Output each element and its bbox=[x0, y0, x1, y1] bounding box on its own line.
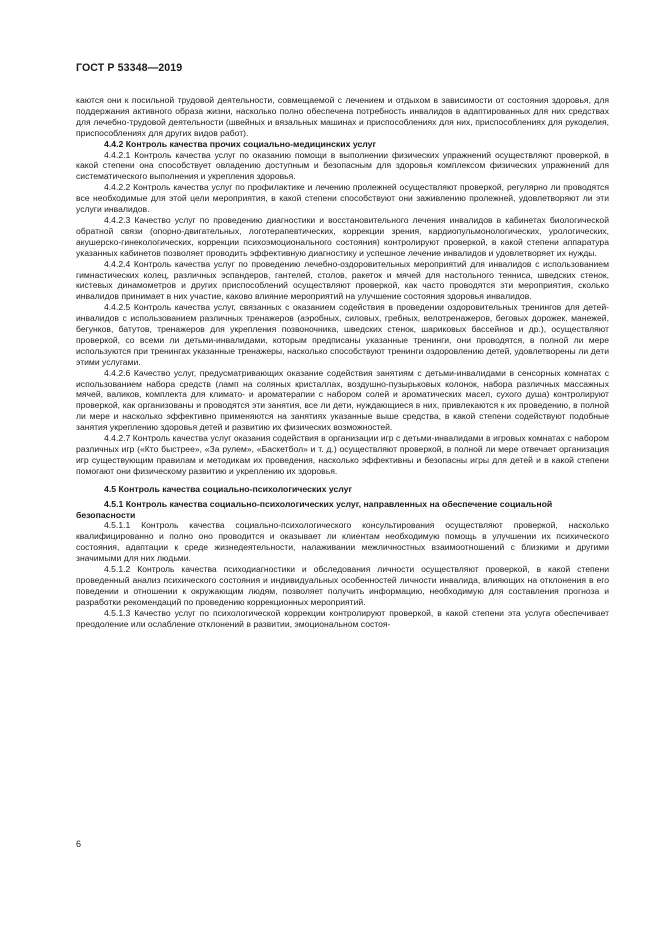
page-number: 6 bbox=[76, 839, 82, 849]
paragraph-4-4-2-7: 4.4.2.7 Контроль качества услуг оказания содействия в организации игр с детьми-инвалидами в игровых комнатах с набором различных игр («Кто быстрее», «За рулем», «Баскетбол» и т. д.) осуществляют проверкой, в полной ли мере отвечает организация игр существующим правилам и методикам их проведения, насколько эффективны и безопасны игры для детей и в какой степени помогают они физическому развитию и укреплению их здоровья. bbox=[76, 433, 609, 476]
paragraph-4-4-2-4: 4.4.2.4 Контроль качества услуг по проведению лечебно-оздоровительных мероприятий для инвалидов с использованием гимнастических колец, различных эспандеров, гантелей, столов, ракеток и мячей для настольного тенниса, шведских стенок, кистевых динамометров и других приспособлений осуществляют проверкой, как часто проводятся эти мероприятия, сколько инвалидов принимает в них участие, каково влияние мероприятий на улучшение состояния здоровья инвалидов. bbox=[76, 258, 609, 302]
paragraph-4-4-2-6: 4.4.2.6 Качество услуг, предусматривающих оказание содействия занятиям с детьми-инвалидами в сенсорных комнатах с использованием набора средств (ламп на соляных кристаллах, воздушно-пузырьковых колонок, набора различных массажных мячей, валиков, комплекта для климато- и ароматерапии с набором солей и ароматических масел, сухого душа) контролируют проверкой, как организованы и проводятся эти занятия, все ли дети, нуждающиеся в них, привлекаются к их проведению, в полной ли мере и насколько эффективно применяются на занятиях указанные выше средства, в какой степени содействуют подобные занятия укреплению здоровья детей и развитию их физических возможностей. bbox=[76, 367, 609, 433]
paragraph-4-5-1-1: 4.5.1.1 Контроль качества социально-психологического консультирования осуществляют проверкой, насколько квалифицированно и полно оно проводится и оказывает ли клиентам необходимую помощь в улучшении их психического состояния, адаптации к среде жизнедеятельности, налаживании межличностных взаимоотношений с близкими и другими значимыми для них людьми. bbox=[76, 520, 609, 564]
section-heading-4-5: 4.5 Контроль качества социально-психологических услуг bbox=[104, 483, 353, 494]
paragraph-4-5-1-2: 4.5.1.2 Контроль качества психодиагностики и обследования личности осуществляют проверкой, в какой степени проведенный анализ психического состояния и индивидуальных особенностей личности инвалида, влияющих на отклонения в его поведении и отношении к окружающим людям, позволяет получить информацию, необходимую для составления прогноза и разработки рекомендаций по проведению коррекционных мероприятий. bbox=[76, 564, 609, 607]
section-heading-4-5-1: 4.5.1 Контроль качества социально-психологических услуг, направленных на обеспечение социальной безопасности bbox=[76, 498, 553, 520]
paragraph-4-4-2-1: 4.4.2.1 Контроль качества услуг по оказанию помощи в выполнении физических упражнений осуществляют проверкой, в какой степени она способствует овладению доступным и безопасным для здоровья комплексом физических упражнений для систематического выполнения и укрепления здоровья. bbox=[76, 149, 609, 182]
document-header: ГОСТ Р 53348—2019 bbox=[76, 62, 183, 74]
paragraph-4-5-1-3: 4.5.1.3 Качество услуг по психологической коррекции контролируют проверкой, в какой степени эта услуга обеспечивает преодоление или ослабление отклонений в развитии, эмоциональном состоя- bbox=[76, 607, 609, 629]
section-heading-4-4-2: 4.4.2 Контроль качества прочих социально-медицинских услуг bbox=[104, 138, 377, 149]
document-body bbox=[76, 95, 609, 630]
paragraph-4-4-2-3: 4.4.2.3 Качество услуг по проведению диагностики и восстановительного лечения инвалидов в кабинетах биологической обратной связи (опорно-двигательных, логотерапевтических, коррекции зрения, кардиопульмонологических, урологических, акушерско-гинекологических, коррекции психоэмоционального состояния) контролируют проверкой, в какой степени аппаратура указанных кабинетов позволяет проводить эффективную диагностику и успешное лечение инвалидов и удовлетворяет их нужды. bbox=[76, 214, 609, 258]
paragraph-continued: каются они к посильной трудовой деятельности, совмещаемой с лечением и отдыхом в зависимости от состояния здоровья, для поддержания активного образа жизни, насколько полно обеспечена потребность инвалидов в адаптированных для них средствах для лечебно-трудовой деятельности (швейных и вязальных машинах и приспособлениях для них, приспособлениях для рукоделия, приспособлениях для других видов работ). bbox=[76, 95, 609, 138]
paragraph-4-4-2-5: 4.4.2.5 Контроль качества услуг, связанных с оказанием содействия в проведении оздоровительных тренингов для детей-инвалидов с использованием различных тренажеров (аэробных, силовых, гребных, велотренажеров, беговых дорожек, манежей, бегунков, батутов, тренажеров для укрепления позвоночника, шведских стенок, шариковых бассейнов и др.), осуществляют проверкой, со всеми ли детьми-инвалидами, которым предписаны указанные тренинги, они проводятся, в полной ли мере используются при тренингах указанные тренажеры, насколько способствуют тренинги оздоровлению детей, удовлетворены ли дети этими услугами. bbox=[76, 302, 609, 367]
paragraph-4-4-2-2: 4.4.2.2 Контроль качества услуг по профилактике и лечению пролежней осуществляют проверкой, регулярно ли проводятся все необходимые для этой цели мероприятия, в какой степени способствуют они заживлению пролежней, удовлетворяют ли эти услуги инвалидов. bbox=[76, 182, 609, 215]
